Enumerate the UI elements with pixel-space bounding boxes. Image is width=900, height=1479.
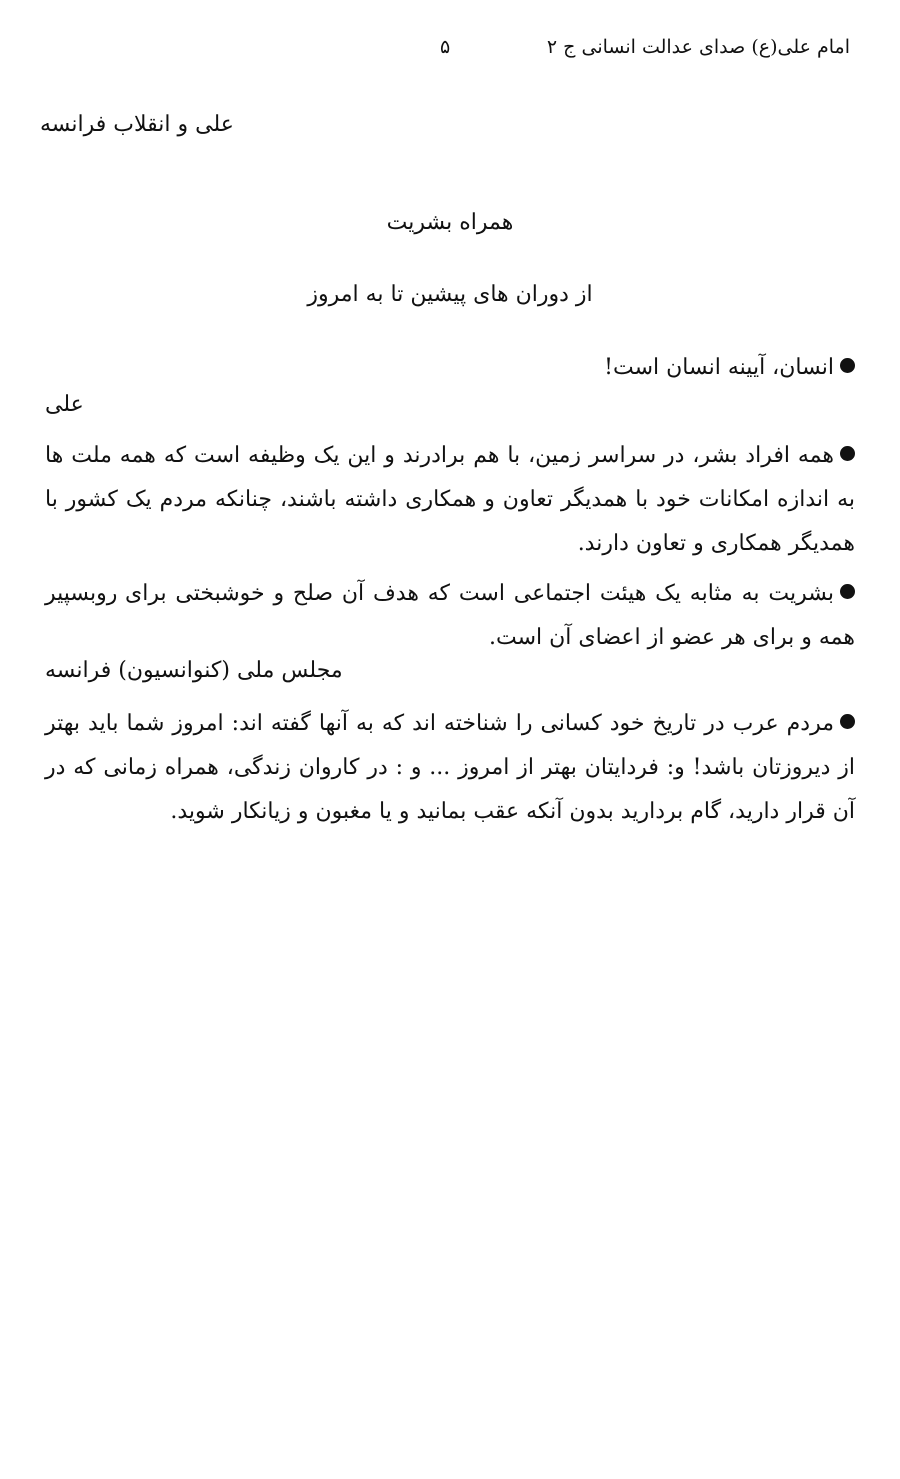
section-heading: علی و انقلاب فرانسه	[40, 112, 234, 137]
quote-4	[45, 702, 855, 834]
quote-2-text: همه افراد بشر، در سراسر زمین، با هم برادرند و این یک وظیفه است که همه ملت ها به اندازه امکانات خود با همدیگر تعاون و همکاری داشته باشند، چنانکه مردم یک کشور با همدیگر همکاری و تعاون دارند.	[45, 443, 855, 556]
page-number: ۵	[440, 36, 451, 58]
quote-1-text: انسان، آیینه انسان است!	[604, 355, 834, 380]
chapter-title: همراه بشریت	[386, 210, 514, 235]
bullet-icon	[840, 446, 855, 461]
quote-3	[125, 572, 855, 660]
quote-4-text: مردم عرب در تاریخ خود کسانی را شناخته اند که به آنها گفته اند: امروز شما باید بهتر از دیروزتان باشد! و: فردایتان بهتر از امروز ... و : در کاروان زندگی، همراه زمانی که در آن قرار دارید، گام بردارید بدون آنکه عقب بمانید و یا مغبون و زیانکار شوید.	[45, 711, 855, 824]
quote-1	[45, 346, 855, 390]
bullet-icon	[840, 358, 855, 373]
quote-2-attribution: روبسپیر	[45, 581, 118, 606]
quote-2	[45, 434, 855, 566]
bullet-icon	[840, 584, 855, 599]
quote-1-attribution: علی	[45, 392, 84, 417]
quote-3-text: بشریت به مثابه یک هیئت اجتماعی است که هدف آن صلح و خوشبختی برای همه و برای هر عضو از اعضای آن است.	[125, 581, 855, 650]
chapter-subtitle: از دوران های پیشین تا به امروز	[307, 282, 593, 307]
running-header-title: امام علی(ع) صدای عدالت انسانی ج ۲	[546, 36, 850, 58]
quote-3-attribution: مجلس ملی (کنوانسیون) فرانسه	[45, 658, 343, 683]
bullet-icon	[840, 714, 855, 729]
